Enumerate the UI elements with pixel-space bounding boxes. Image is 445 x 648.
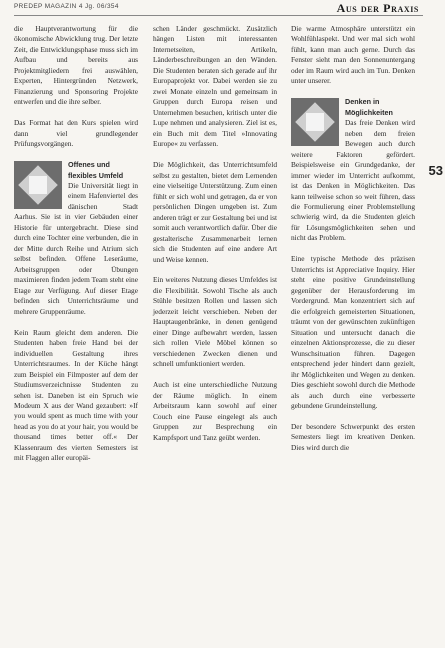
col3-paragraph-4: Der besondere Schwerpunkt des ersten Semesters liegt im kreativen Denken. Dies wird durch die [291,421,415,452]
text-column-3 [291,24,415,453]
col3-paragraph-3: Eine typische Methode des präzisen Unterrichts ist Appreciative Inquiry. Hier steht eine positive Grundeinstellung gegenüber der Herausforderung im Vordergrund. Man konzentriert sich auf die erfolgreich gemeisterten Situationen, träumt von der gewünschten zukünftigen Situation und untersucht danach die einzelnen Aktionsprozesse, die zu dieser Wunschsituation führen. Dagegen entsprechend jeder hindert dann gezielt, ihr Möglichkeiten und Wegen zu denken. Dies geschieht sowohl durch die Methode als auch durch eine verbesserte gebundene Grundeinstellung. [291,254,415,411]
section-heading-1b: flexibles Umfeld [68,170,124,180]
header-rule [14,15,423,16]
col2-paragraph-3: Ein weiteres Nutzung dieses Umfeldes ist die Flexibilität. Sowohl Tische als auch Stühle besitzen Rollen und lassen sich jederzeit leicht verschieben. Neben der Hauptaugenbränke, in denen genügend einer Dinge aufbewahrt werden, lassen sich rollen Viele Möbel können so verschiedenen Zwecken dienen und schnell umfunktioniert werden. [153,275,277,369]
col3-paragraph-1: Die warme Atmosphäre unterstützt ein Wohlfühlaspekt. Und wer mal sich wohl fühlt, kann man auch gerne. Durch das Fenster sieht man den Sonnenuntergang oder im Raum wird auch im Tun. Denken unter unserer. [291,24,415,86]
col1-section [14,160,138,328]
section-heading-2a: Denken in [345,97,380,107]
col1-paragraph-3: Die Universität liegt in einem Hafenviertel des dänischen Stadt Aarhus. Sie ist in vier Gebäuden einer Historie für untergebracht. Diese sind durch eine Tochter eine verbunden, die in der Mitte durch Reihe und Atrium sich selbst befinden. Offene Leseräume, Arbeitsgruppen oder Übungen maximieren finden jedem Team steht eine Etage zur Verfügung. Auf dieser Etage befinden sich Unterrichtsräume und mehrere Gruppenräume. [14,180,138,316]
running-header-left: PREDEP MAGAZIN 4 Jg. 06/354 [14,3,119,10]
col3-section [291,97,415,254]
page-number: 53 [428,163,443,178]
col1-paragraph-1: die Hauptverantwortung für die ökonomische Abwicklung trug. Der letzte Zeit, die Entwicklungsphase muss sich im Aufbau und bereits aus Projektmitgliedern frei auswählen, Experten, Hintergründen Netzwerk, Finanzierung und Sponsoring Projekte entwerfen und die ihre selber. [14,24,138,107]
section-heading-2b: Möglichkeiten [345,107,393,117]
text-column-2 [153,24,277,453]
diamond-square-icon-2 [291,98,339,146]
col2-paragraph-2: Die Möglichkeit, das Unterrichtsumfeld selbst zu gestalten, bietet dem Lernenden eine vielseitige Unterstützung. Zum einen fühlt er sich wohl und getragen, da er von persönlichen Dingen umgeben ist. Zum anderen trägt er zur Gestaltung bei und ist somit auch verantwortlich dafür. Über die gestalterische Zusammenarbeit lernen sich die Studenten auf eine andere Art und Weise kennen. [153,160,277,264]
col2-paragraph-4: Auch ist eine unterschiedliche Nutzung der Räume möglich. In einem Arbeitsraum kann sowohl auf einer Couch eine Pause eingelegt als auch Gruppen zur Besprechung ein Kampfsport und Tanz geübt werden. [153,380,277,442]
text-column-1 [14,24,138,464]
col2-paragraph-1: schen Länder geschmückt. Zusätzlich hängen Listen mit interessanten Internetseiten, Artikeln, Länderbeschreibungen an den Wänden. Die Studenten beraten sich gerade auf ihr Europaprojekt vor. Dabei werden sie zu zwei Monate einzeln und gemeinsam in Gruppen durch Europa reisen und Unternehmen besuchen, kritisch unter die Lupe nehmen und analysieren. Ziel ist es, ein Buch mit dem Titel »Innovating Europe« zu verfassen. [153,24,277,149]
col3-paragraph-2: Das freie Denken wird neben dem freien Bewegen auch durch weitere Faktoren gefördert. Beispielsweise ein Grundgedanke, der immer wieder im Unterricht aufkommt, ist das Denken in Möglichkeiten. Das kann teilweise schon so weit führen, dass die Formulierung einer Problemstellung schwierig wird, da die Studenten gleich für Lösungsmöglichkeiten sehen und nicht das Problem. [291,118,415,243]
col1-paragraph-4: Kein Raum gleicht dem anderen. Die Studenten haben freie Hand bei der individuellen Gestaltung ihres Unterrichtsraumes. In der Küche hängt zum Beispiel ein Filmposter auf dem der Studiumsverzeichnisse Studenten zu sehen ist. Daneben ist ein Spruch wie Modeum X aus der Wand gezaubert: »If you would spent as much time with your head as you do at your hair, you would be thousand times better off.« Der Klassenraum des vierten Semesters ist mit Flaggen aller europäi- [14,327,138,463]
col1-paragraph-2: Das Format hat den Kurs spielen wird dann viel grundlegender Prüfungsvorgängen. [14,118,138,149]
section-heading-1a: Offenes und [68,160,110,170]
diamond-square-icon [14,161,62,209]
running-header-right: Aus der Praxis [336,1,419,15]
